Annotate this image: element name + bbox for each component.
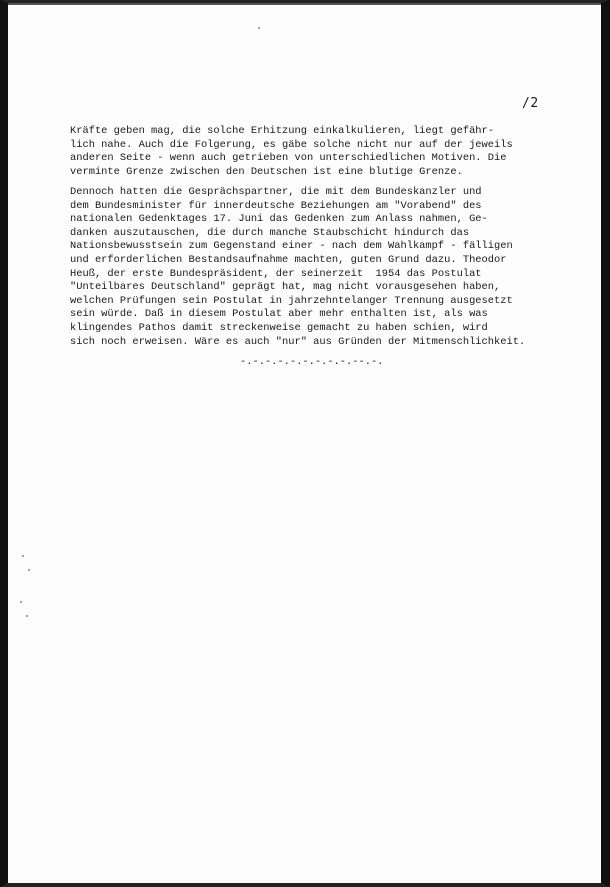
page-number: /2 — [522, 96, 539, 111]
paragraph-1 — [70, 125, 610, 179]
scan-speck — [26, 615, 28, 617]
text-line: und erforderlichen Bestandsaufnahme machten, guten Grund dazu. Theodor — [70, 253, 507, 266]
text-line: sich noch erweisen. Wäre es auch "nur" aus Gründen der Mitmenschlichkeit. — [70, 335, 526, 348]
text-line: Dennoch hatten die Gesprächspartner, die mit dem Bundeskanzler und — [70, 186, 482, 198]
scan-speck — [20, 601, 22, 603]
scan-speck — [28, 569, 30, 571]
text-line: sein würde. Daß in diesem Postulat aber mehr enthalten ist, als was — [70, 308, 488, 321]
scan-speck — [22, 555, 24, 557]
scan-edge — [8, 3, 601, 5]
section-separator: -.-.-.-.-.-.-.-.-.--.-. — [240, 356, 384, 368]
text-line: welchen Prüfungen sein Postulat in jahrzehntelanger Trennung ausgesetzt — [70, 294, 513, 307]
text-line: Nationsbewusstsein zum Gegenstand einer - nach dem Wahlkampf - fälligen — [70, 240, 513, 253]
text-line: "Unteilbares Deutschland" geprägt hat, mag nicht vorausgesehen haben, — [70, 281, 501, 294]
text-line: danken auszutauschen, die durch manche Staubschicht hindurch das — [70, 226, 470, 239]
text-line: verminte Grenze zwischen den Deutschen ist eine blutige Grenze. — [70, 165, 463, 178]
text-line: lich nahe. Auch die Folgerung, es gäbe solche nicht nur auf der jeweils — [70, 138, 513, 151]
text-line: dem Bundesminister für innerdeutsche Beziehungen am "Vorabend" des — [70, 199, 482, 212]
text-line: klingendes Pathos damit streckenweise gemacht zu haben schien, wird — [70, 321, 488, 334]
text-line: nationalen Gedenktages 17. Juni das Gedenken zum Anlass nahmen, Ge- — [70, 213, 488, 226]
text-line: Kräfte geben mag, die solche Erhitzung einkalkulieren, liegt gefähr- — [70, 125, 495, 137]
text-line: anderen Seite - wenn auch getrieben von unterschiedlichen Motiven. Die — [70, 152, 507, 165]
text-line: Heuß, der erste Bundespräsident, der seinerzeit 1954 das Postulat — [70, 267, 482, 280]
scan-speck — [258, 27, 260, 29]
paragraph-2 — [70, 186, 610, 349]
